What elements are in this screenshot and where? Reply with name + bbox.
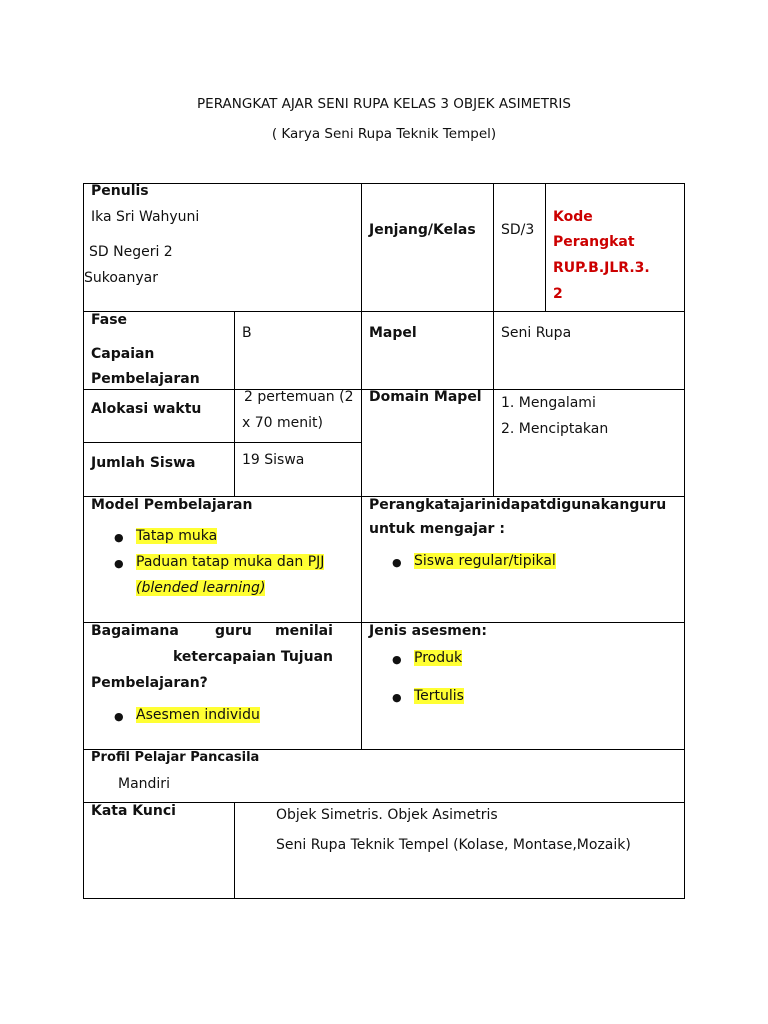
kode-line2: Perangkat — [553, 234, 635, 250]
document-subtitle: ( Karya Seni Rupa Teknik Tempel) — [271, 126, 497, 142]
school-line1: SD Negeri 2 — [89, 244, 173, 260]
bullet-icon: ● — [392, 653, 402, 666]
fase-label: Fase — [91, 312, 128, 328]
jenjang-value: SD/3 — [501, 222, 535, 238]
bullet-icon: ● — [392, 556, 402, 569]
domain-item: 1. Mengalami — [501, 395, 596, 411]
question-line2: ketercapaian Tujuan — [173, 649, 333, 665]
jenjang-label: Jenjang/Kelas — [369, 222, 476, 238]
question-word: Bagaimana — [91, 623, 179, 639]
jenis-item: Tertulis — [414, 688, 464, 704]
mapel-label: Mapel — [369, 325, 417, 341]
fase-value: B — [242, 325, 252, 341]
asesmen-item: Asesmen individu — [136, 707, 260, 723]
profil-value: Mandiri — [118, 776, 170, 792]
alokasi-value-line2: x 70 menit) — [242, 415, 323, 431]
capaian-label: Capaian — [91, 346, 155, 362]
model-label: Model Pembelajaran — [91, 497, 253, 513]
question-word: menilai — [275, 623, 333, 639]
target-item: Siswa regular/tipikal — [414, 553, 556, 569]
kata-kunci-label: Kata Kunci — [91, 803, 176, 819]
alokasi-value-line1: 2 pertemuan (2 — [244, 389, 354, 405]
alokasi-label: Alokasi waktu — [91, 401, 202, 417]
penulis-name: Ika Sri Wahyuni — [91, 209, 200, 225]
jenis-item: Produk — [414, 650, 463, 666]
jumlah-siswa-label: Jumlah Siswa — [91, 455, 196, 471]
domain-label: Domain Mapel — [369, 389, 482, 405]
question-line3: Pembelajaran? — [91, 675, 208, 691]
profil-label: Profil Pelajar Pancasila — [91, 750, 260, 765]
model-item: Paduan tatap muka dan PJJ — [136, 554, 325, 570]
question-word: guru — [215, 623, 252, 639]
target-line2: untuk mengajar : — [369, 521, 505, 537]
domain-item: 2. Menciptakan — [501, 421, 609, 437]
bullet-icon: ● — [114, 531, 124, 544]
kata-kunci-line2: Seni Rupa Teknik Tempel (Kolase, Montase,Mozaik) — [276, 837, 631, 853]
model-item-italic: (blended learning) — [136, 580, 266, 596]
mapel-value: Seni Rupa — [501, 325, 572, 341]
kode-line1: Kode — [553, 209, 593, 225]
bullet-icon: ● — [114, 557, 124, 570]
document-title: PERANGKAT AJAR SENI RUPA KELAS 3 OBJEK ASIMETRIS — [197, 96, 571, 112]
kode-line4: 2 — [553, 286, 563, 302]
jenis-asesmen-label: Jenis asesmen: — [369, 623, 487, 639]
model-item: Tatap muka — [136, 528, 218, 544]
pembelajaran-label: Pembelajaran — [91, 371, 200, 387]
jumlah-siswa-value: 19 Siswa — [242, 452, 305, 468]
school-line2: Sukoanyar — [84, 270, 159, 286]
kode-line3: RUP.B.JLR.3. — [553, 260, 650, 276]
penulis-label: Penulis — [91, 183, 149, 199]
target-line1: Perangkat ajar ini dapat digunakan guru — [369, 497, 667, 513]
bullet-icon: ● — [392, 691, 402, 704]
bullet-icon: ● — [114, 710, 124, 723]
kata-kunci-line1: Objek Simetris. Objek Asimetris — [276, 807, 498, 823]
